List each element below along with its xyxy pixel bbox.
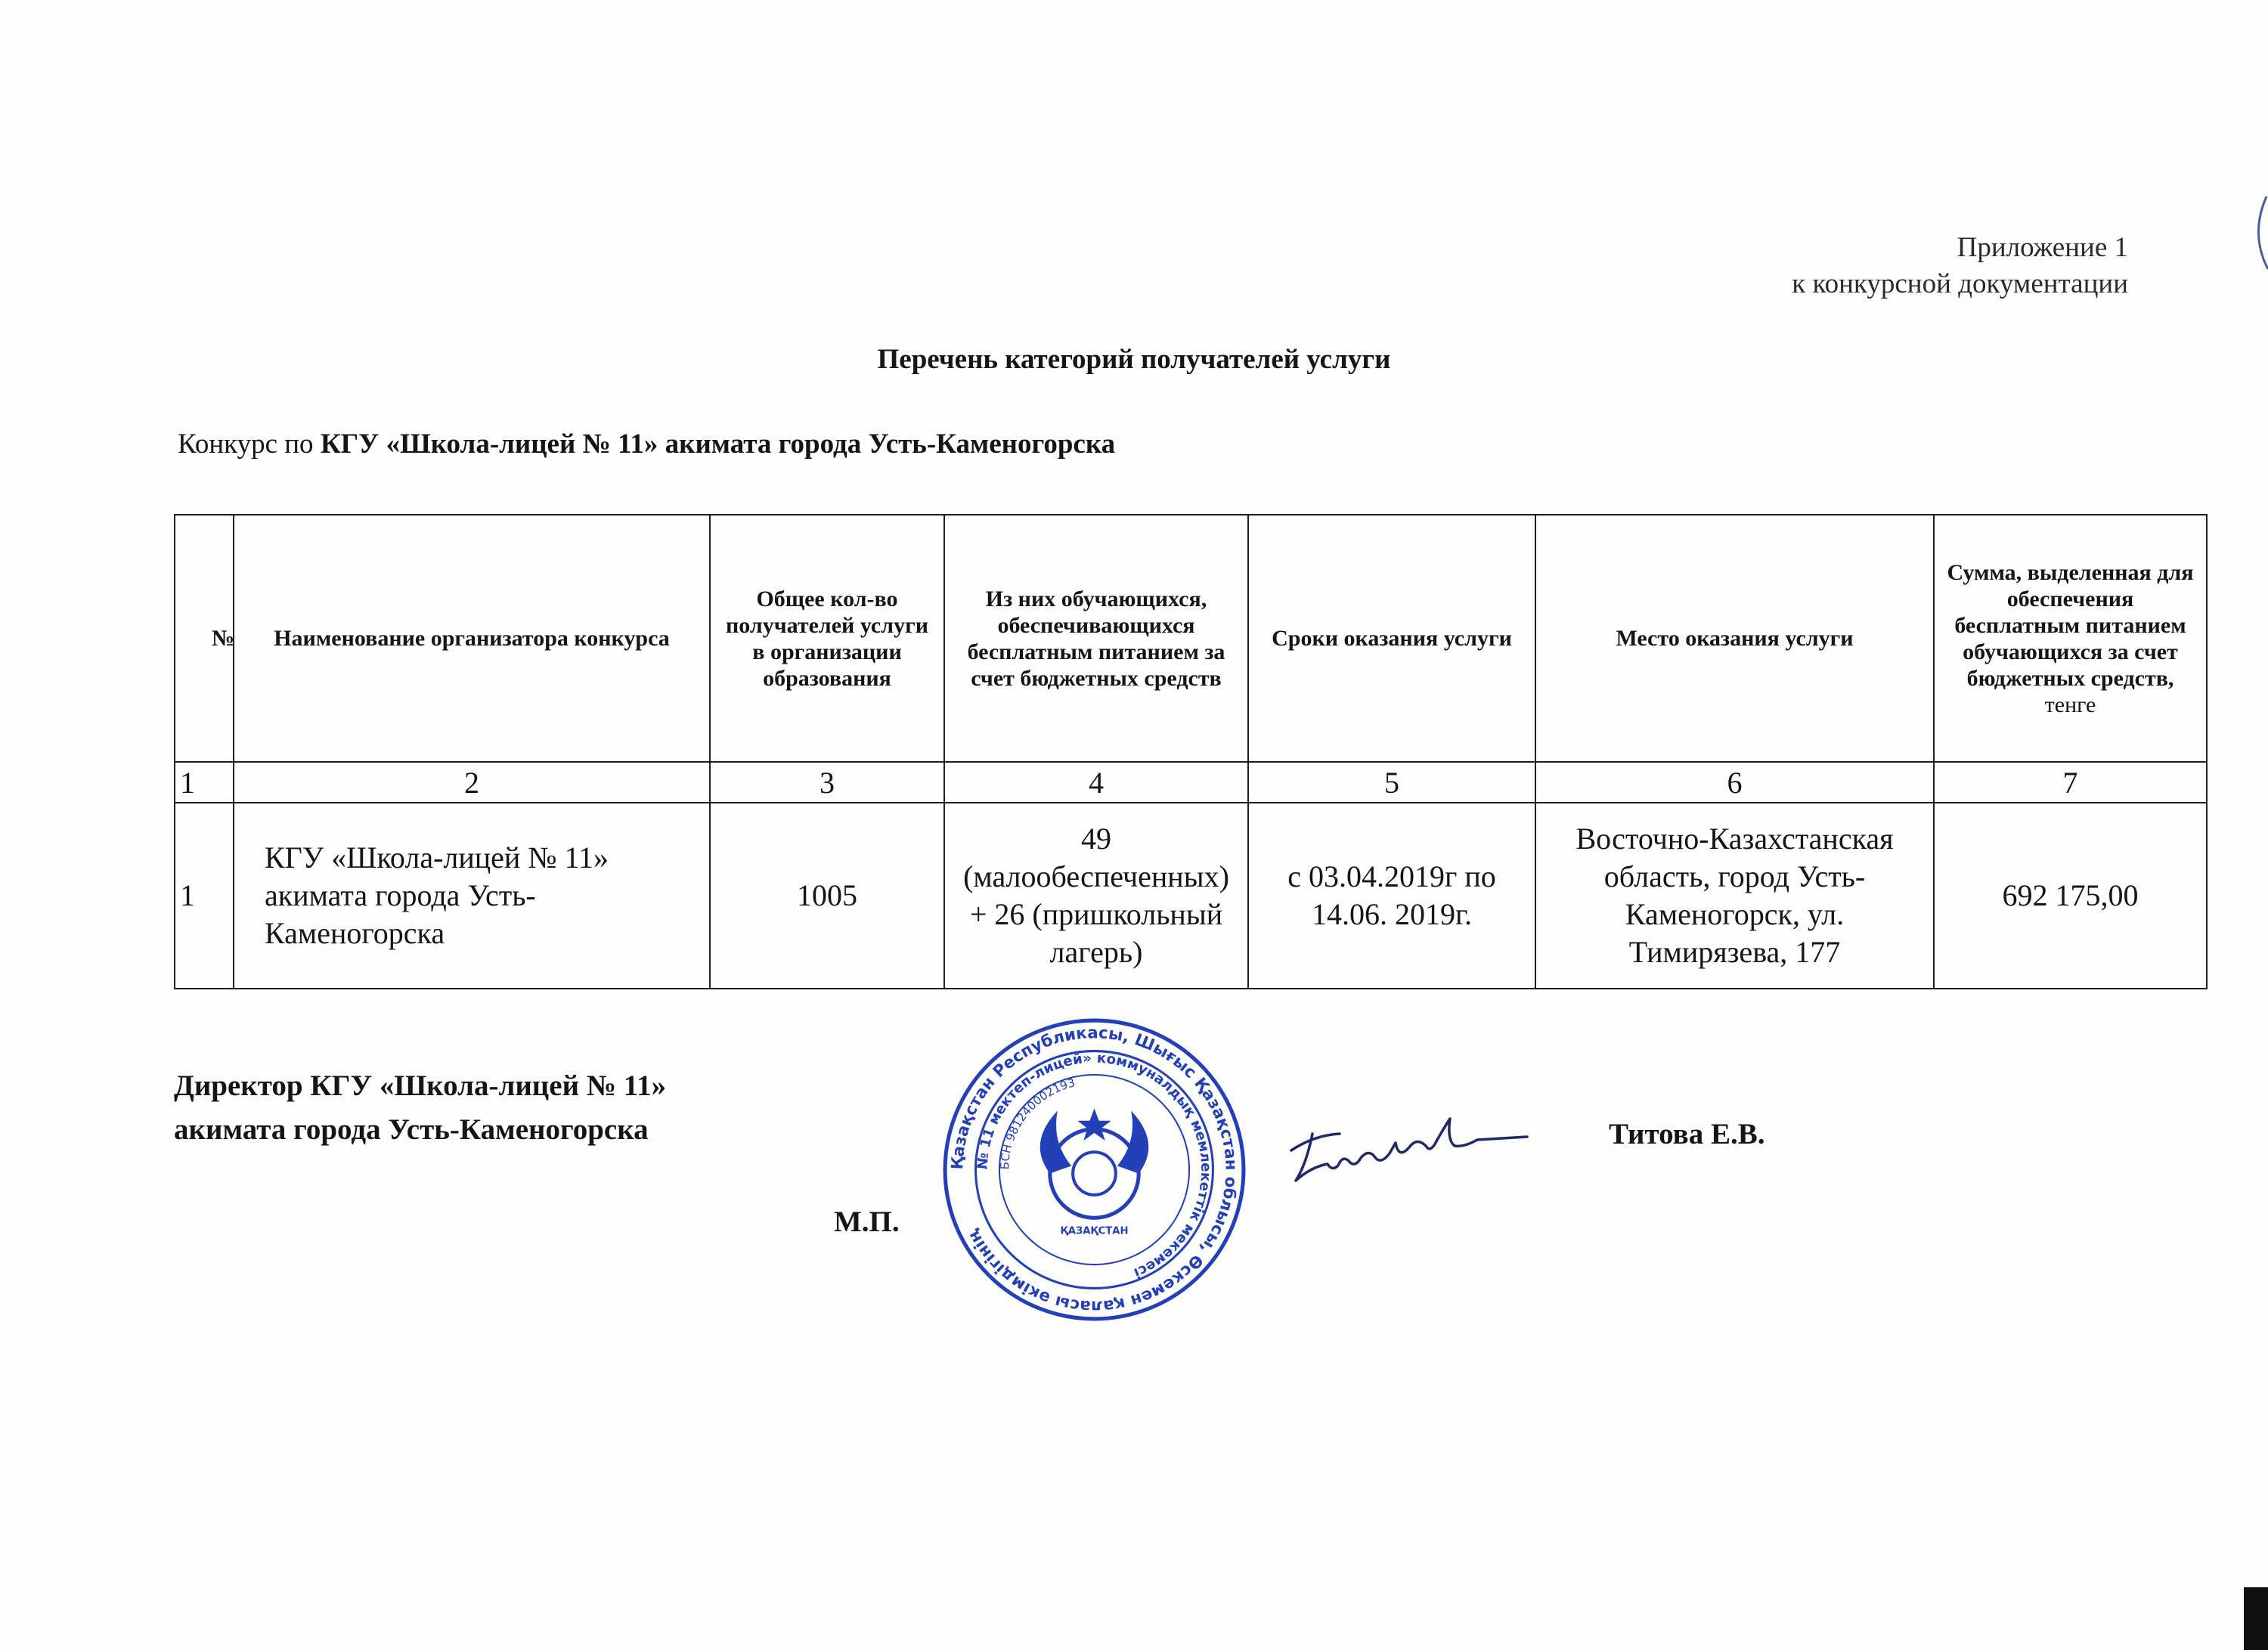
header-amount-text: Сумма, выделенная для обеспечения бесплатным питанием обучающихся за счет бюджетных средств, (1947, 559, 2194, 691)
emblem-wing-left-icon (1040, 1111, 1071, 1174)
header-place: Место оказания услуги (1535, 515, 1934, 762)
header-free-meals: Из них обучающихся, обеспечивающихся бесплатным питанием за счет бюджетных средств (944, 515, 1248, 762)
emblem-icon (1050, 1129, 1139, 1218)
scan-edge-mark (2251, 195, 2268, 271)
column-index: 2 (234, 762, 710, 803)
appendix-line-2: к конкурсной документации (1792, 268, 2128, 299)
contest-organization: КГУ «Школа-лицей № 11» акимата города Усть-Каменогорска (320, 429, 1116, 460)
seal-bin-text: БСН 981240002193 (997, 1076, 1077, 1170)
emblem-core (1073, 1152, 1116, 1195)
column-index: 6 (1535, 762, 1934, 803)
scan-edge-shadow (2244, 1587, 2268, 1650)
director-title (174, 1064, 666, 1152)
column-index: 1 (175, 762, 234, 803)
column-index: 7 (1934, 762, 2207, 803)
header-organizer: Наименование организатора конкурса (234, 515, 710, 762)
cell-organizer: КГУ «Школа-лицей № 11» акимата города Усть-Каменогорска (234, 803, 710, 989)
seal-center-text: ҚАЗАҚСТАН (1060, 1225, 1129, 1237)
recipients-table (174, 514, 2208, 989)
contest-line (178, 428, 1115, 460)
emblem-star-icon (1077, 1109, 1111, 1141)
emblem-wing-right-icon (1117, 1111, 1148, 1174)
cell-place: Восточно-Казахстанская область, город Усть-Каменогорск, ул. Тимирязева, 177 (1535, 803, 1934, 989)
seal-inner-text: № 11 мектеп-лицей» коммуналдық мемлекеттік мекемесі (974, 1050, 1214, 1281)
director-line-2: акимата города Усть-Каменогорска (174, 1113, 649, 1146)
contest-prefix: Конкурс по (178, 429, 321, 460)
director-name: Титова Е.В. (1609, 1118, 1765, 1150)
appendix-line-1: Приложение 1 (1957, 232, 2128, 263)
director-signature (1285, 1111, 1535, 1194)
cell-period: с 03.04.2019г по 14.06. 2019г. (1248, 803, 1535, 989)
stamp-place-label: М.П. (834, 1206, 900, 1238)
cell-number: 1 (175, 803, 234, 989)
column-index: 4 (944, 762, 1248, 803)
cell-total: 1005 (710, 803, 944, 989)
header-amount (1934, 515, 2207, 762)
column-index-row (175, 762, 2207, 803)
table-row (175, 803, 2207, 989)
cell-amount: 692 175,00 (1934, 803, 2207, 989)
page-title: Перечень категорий получателей услуги (877, 344, 1391, 375)
cell-free-meals: 49 (малообеспеченных) + 26 (пришкольный лагерь) (944, 803, 1248, 989)
header-amount-currency: тенге (2044, 692, 2096, 717)
header-total-recipients: Общее кол-во получателей услуги в организации образования (710, 515, 944, 762)
table-header-row (175, 515, 2207, 762)
header-period: Сроки оказания услуги (1248, 515, 1535, 762)
seal-outer-text: Қазақстан Республикасы, Шығыс Қазақстан облысы, Өскемен қаласы әкімдігінің (948, 1023, 1241, 1316)
appendix-note (1792, 230, 2128, 302)
official-seal (941, 1017, 1247, 1323)
director-line-1: Директор КГУ «Школа-лицей № 11» (174, 1070, 667, 1102)
header-number: № (175, 515, 234, 762)
column-index: 5 (1248, 762, 1535, 803)
column-index: 3 (710, 762, 944, 803)
